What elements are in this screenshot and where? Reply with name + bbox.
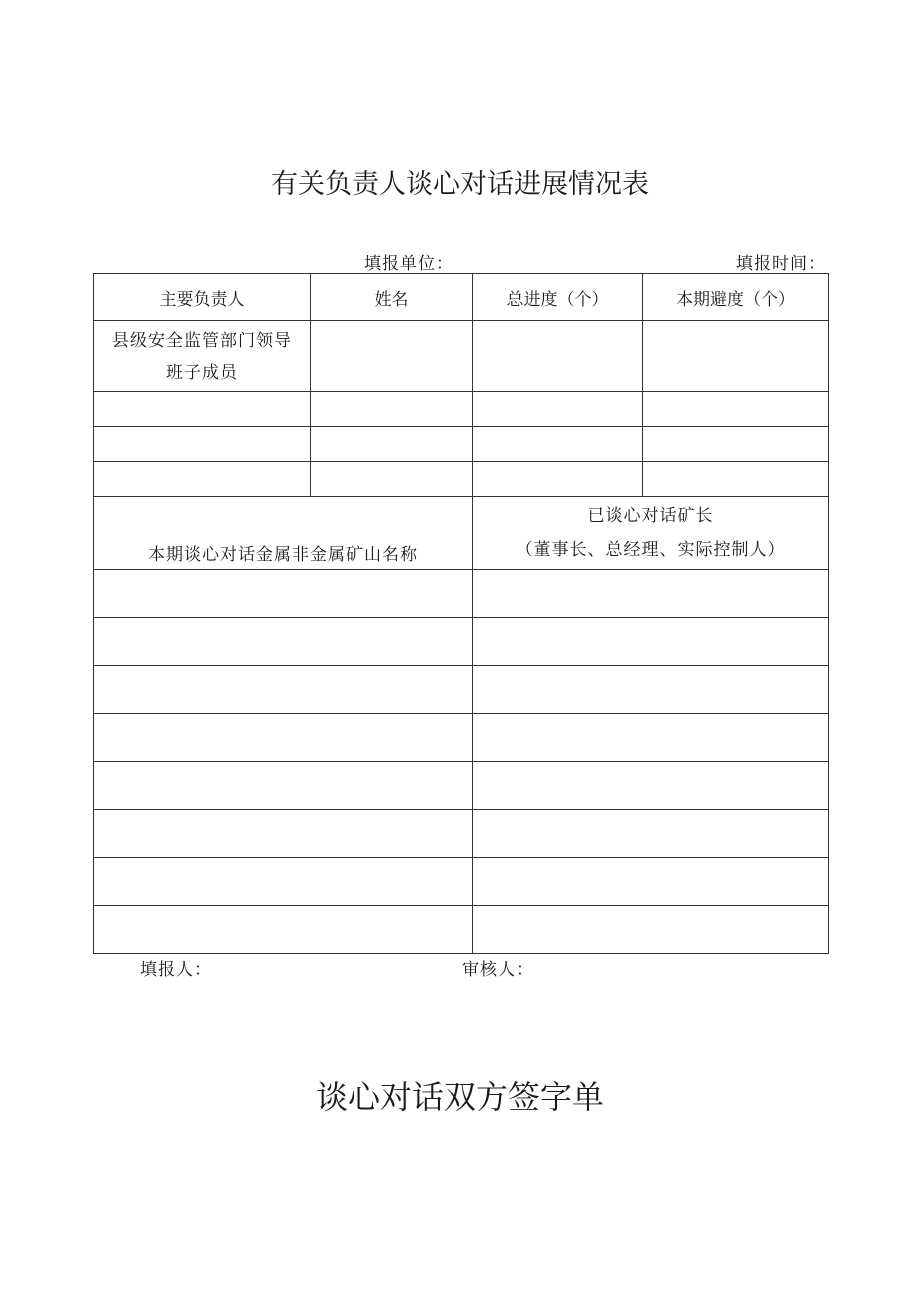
table-cell[interactable] xyxy=(473,462,643,497)
table-row xyxy=(94,570,829,618)
manager-cell[interactable] xyxy=(473,810,829,858)
mine-name-cell[interactable] xyxy=(94,618,473,666)
table-cell[interactable] xyxy=(643,427,829,462)
table-cell[interactable] xyxy=(473,427,643,462)
table-row xyxy=(94,462,829,497)
table-cell[interactable] xyxy=(94,427,311,462)
progress-table xyxy=(93,273,829,954)
header-period-progress: 本期避度（个） xyxy=(643,274,829,321)
manager-cell[interactable] xyxy=(473,906,829,954)
table-row xyxy=(94,906,829,954)
filler-label: 填报人： xyxy=(140,960,212,980)
header-main-responsible: 主要负责人 xyxy=(94,274,311,321)
table-row xyxy=(94,392,829,427)
table-cell[interactable] xyxy=(643,392,829,427)
table-cell[interactable] xyxy=(94,462,311,497)
mine-header-row xyxy=(94,497,829,570)
reviewer-label: 审核人： xyxy=(462,960,534,980)
mine-name-cell[interactable] xyxy=(94,714,473,762)
mine-name-cell[interactable] xyxy=(94,762,473,810)
mine-name-cell[interactable] xyxy=(94,906,473,954)
table-row xyxy=(94,762,829,810)
manager-header xyxy=(473,497,829,570)
name-cell[interactable] xyxy=(311,321,473,392)
table-cell[interactable] xyxy=(94,392,311,427)
total-progress-cell[interactable] xyxy=(473,321,643,392)
mine-name-cell[interactable] xyxy=(94,810,473,858)
mine-name-cell[interactable] xyxy=(94,666,473,714)
table-row xyxy=(94,618,829,666)
table-cell[interactable] xyxy=(643,462,829,497)
table-cell[interactable] xyxy=(311,392,473,427)
period-progress-cell[interactable] xyxy=(643,321,829,392)
manager-cell[interactable] xyxy=(473,570,829,618)
table-row xyxy=(94,858,829,906)
manager-cell[interactable] xyxy=(473,714,829,762)
header-name: 姓名 xyxy=(311,274,473,321)
category-label-line2: 班子成员 xyxy=(166,363,238,383)
manager-header-line1: 已谈心对话矿长 xyxy=(587,506,714,526)
fill-time-label: 填报时间： xyxy=(736,254,826,274)
manager-cell[interactable] xyxy=(473,618,829,666)
manager-header-line2: （董事长、总经理、实际控制人） xyxy=(515,540,786,560)
category-label-cell xyxy=(94,321,311,392)
signature-sheet-title: 谈心对话双方签字单 xyxy=(315,1078,604,1116)
mine-name-cell[interactable] xyxy=(94,858,473,906)
table-row xyxy=(94,666,829,714)
mine-name-cell[interactable] xyxy=(94,570,473,618)
table-row xyxy=(94,714,829,762)
table-row xyxy=(94,427,829,462)
table-cell[interactable] xyxy=(311,427,473,462)
mine-name-header: 本期谈心对话金属非金属矿山名称 xyxy=(94,497,473,570)
table-row xyxy=(94,321,829,392)
header-total-progress: 总进度（个） xyxy=(473,274,643,321)
category-label-line1: 县级安全监管部门领导 xyxy=(112,331,292,351)
fill-unit-label: 填报单位： xyxy=(364,254,454,274)
manager-cell[interactable] xyxy=(473,858,829,906)
table-cell[interactable] xyxy=(311,462,473,497)
manager-cell[interactable] xyxy=(473,762,829,810)
table-cell[interactable] xyxy=(473,392,643,427)
manager-cell[interactable] xyxy=(473,666,829,714)
table-row xyxy=(94,810,829,858)
table-header-row xyxy=(94,274,829,321)
page-title: 有关负责人谈心对话进展情况表 xyxy=(271,169,649,200)
